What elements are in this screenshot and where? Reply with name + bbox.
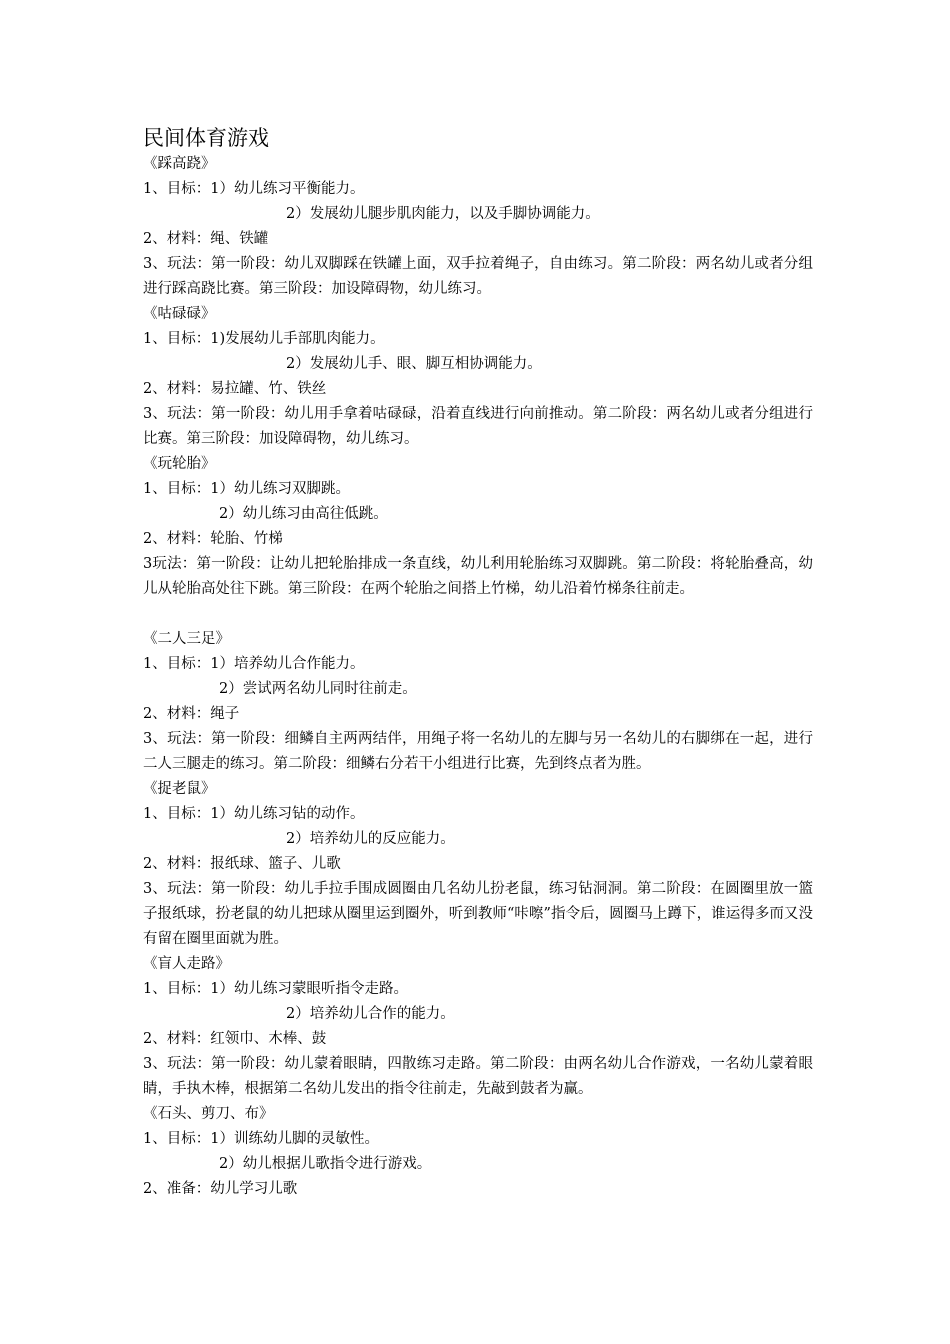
game-line: 1、目标：1)发展幼儿手部肌肉能力。 — [143, 331, 385, 347]
document-title: 民间体育游戏 — [143, 126, 269, 150]
game-title: 《踩高跷》 — [143, 156, 216, 172]
game-line: 1、目标：1）训练幼儿脚的灵敏性。 — [143, 1131, 379, 1147]
game-line: 2、准备：幼儿学习儿歌 — [143, 1181, 298, 1197]
game-line: 3、玩法：第一阶段：幼儿蒙着眼睛，四散练习走路。第二阶段：由两名幼儿合作游戏，一名幼儿蒙着眼睛，手执木棒，根据第二名幼儿发出的指令往前走，先敲到鼓者为赢。 — [143, 1056, 813, 1097]
game-line: 1、目标：1）幼儿练习钻的动作。 — [143, 806, 365, 822]
game-title: 《石头、剪刀、布》 — [143, 1106, 274, 1122]
game-title: 《盲人走路》 — [143, 956, 230, 972]
game-line: 3玩法：第一阶段：让幼儿把轮胎排成一条直线，幼儿利用轮胎练习双脚跳。第二阶段：将轮胎叠高，幼儿从轮胎高处往下跳。第三阶段：在两个轮胎之间搭上竹梯，幼儿沿着竹梯条往前走。 — [143, 556, 813, 597]
game-section — [143, 1102, 813, 1202]
game-line: 2）培养幼儿合作的能力。 — [286, 1006, 455, 1022]
game-line: 2）培养幼儿的反应能力。 — [286, 831, 455, 847]
document-content — [143, 124, 813, 1202]
game-line: 2）发展幼儿手、眼、脚互相协调能力。 — [286, 356, 542, 372]
game-line: 3、玩法：第一阶段：幼儿双脚踩在铁罐上面，双手拉着绳子，自由练习。第二阶段：两名幼儿或者分组进行踩高跷比赛。第三阶段：加设障碍物，幼儿练习。 — [143, 256, 813, 297]
game-line: 2、材料：绳子 — [143, 706, 240, 722]
game-section — [143, 777, 813, 952]
game-line: 1、目标：1）幼儿练习平衡能力。 — [143, 181, 365, 197]
game-line: 3、玩法：第一阶段：细鳞自主两两结伴，用绳子将一名幼儿的左脚与另一名幼儿的右脚绑在一起，进行二人三腿走的练习。第二阶段：细鳞右分若干小组进行比赛，先到终点者为胜。 — [143, 731, 813, 772]
game-line: 3、玩法：第一阶段：幼儿用手拿着咕碌碌，沿着直线进行向前推动。第二阶段：两名幼儿或者分组进行比赛。第三阶段：加设障碍物，幼儿练习。 — [143, 406, 813, 447]
game-line: 3、玩法：第一阶段：幼儿手拉手围成圆圈由几名幼儿扮老鼠，练习钻洞洞。第二阶段：在圆圈里放一篮子报纸球，扮老鼠的幼儿把球从圈里运到圈外，听到教师“咔嚓”指令后，圆圈马上蹲下，谁运得多而又没有留在圈里面就为胜。 — [143, 881, 813, 947]
blank-line — [143, 602, 813, 627]
game-section — [143, 627, 813, 777]
game-section — [143, 452, 813, 627]
game-section — [143, 952, 813, 1102]
game-title: 《咕碌碌》 — [143, 306, 216, 322]
game-title: 《玩轮胎》 — [143, 456, 216, 472]
game-line: 1、目标：1）幼儿练习双脚跳。 — [143, 481, 350, 497]
game-line: 2、材料：易拉罐、竹、铁丝 — [143, 381, 327, 397]
game-line: 2）尝试两名幼儿同时往前走。 — [219, 681, 417, 697]
game-line: 2、材料：红领巾、木棒、鼓 — [143, 1031, 327, 1047]
game-line: 2）幼儿根据儿歌指令进行游戏。 — [219, 1156, 432, 1172]
game-line: 2、材料：轮胎、竹梯 — [143, 531, 283, 547]
game-line: 1、目标：1）培养幼儿合作能力。 — [143, 656, 365, 672]
game-section — [143, 152, 813, 302]
games-list — [143, 152, 813, 1202]
game-line: 2）发展幼儿腿步肌肉能力，以及手脚协调能力。 — [286, 206, 600, 222]
game-line: 2、材料：报纸球、篮子、儿歌 — [143, 856, 341, 872]
game-line: 2）幼儿练习由高往低跳。 — [219, 506, 388, 522]
game-line: 2、材料：绳、铁罐 — [143, 231, 269, 247]
game-title: 《捉老鼠》 — [143, 781, 216, 797]
game-title: 《二人三足》 — [143, 631, 230, 647]
game-section — [143, 302, 813, 452]
game-line: 1、目标：1）幼儿练习蒙眼听指令走路。 — [143, 981, 408, 997]
